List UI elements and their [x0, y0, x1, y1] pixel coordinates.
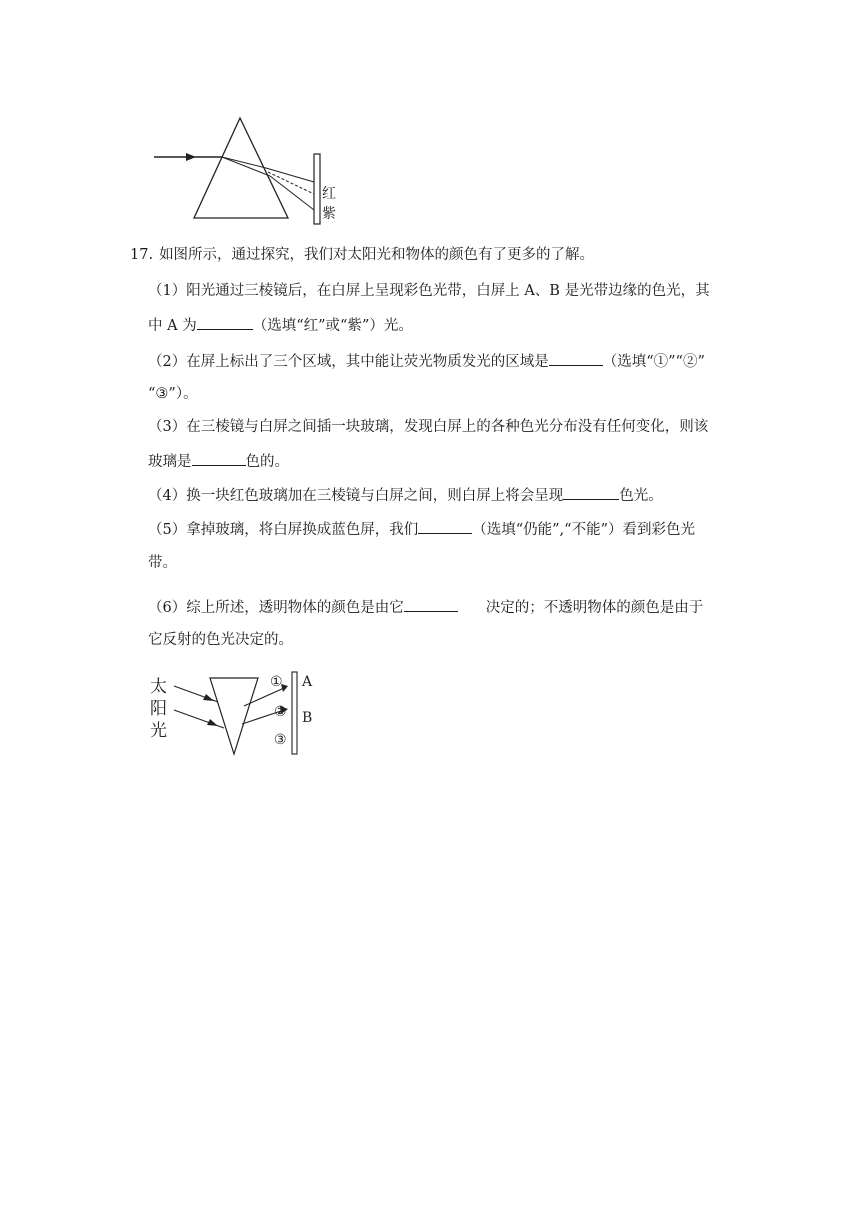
label-sun-3: 光 [150, 721, 167, 741]
question-number: 17. [130, 247, 154, 263]
part1-line1: （1）阳光通过三棱镜后，在白屏上呈现彩色光带，白屏上 A、B 是光带边缘的色光，其 [148, 283, 710, 299]
ray-arrow-lower [207, 719, 218, 726]
question-stem: 如图所示，通过探究，我们对太阳光和物体的颜色有了更多的了解。 [159, 247, 595, 263]
part2-line1 [148, 351, 705, 372]
ray-arrow-upper [203, 694, 214, 701]
answer-blank-3[interactable] [192, 451, 246, 466]
part3-line2-post: 色的。 [245, 454, 289, 470]
screen [314, 154, 320, 224]
part4-post: 色光。 [619, 488, 663, 504]
answer-blank-2[interactable] [549, 351, 603, 366]
region-2: ② [274, 704, 287, 720]
question-stem-line [130, 245, 594, 265]
part4-line [148, 485, 663, 506]
label-purple: 紫 [322, 206, 336, 222]
prism-figure-top [148, 112, 338, 230]
part6-line1-pre: （6）综上所述，透明物体的颜色是由它 [148, 600, 404, 616]
screen-bottom [292, 672, 297, 754]
answer-blank-6[interactable] [404, 597, 458, 612]
label-b: B [302, 710, 313, 726]
part2-line1-pre: （2）在屏上标出了三个区域，其中能让荧光物质发光的区域是 [148, 354, 549, 370]
part5-line1-post: （选填“仍能”,“不能”）看到彩色光 [472, 522, 695, 538]
part6-line1-post: 决定的；不透明物体的颜色是由于 [485, 600, 704, 616]
region-3: ③ [274, 732, 287, 748]
region-1: ① [270, 674, 283, 690]
answer-blank-1[interactable] [197, 315, 253, 330]
part6-line2: 它反射的色光决定的。 [148, 632, 293, 648]
part2-line2: “③”）。 [148, 386, 198, 402]
inverted-prism [210, 678, 258, 754]
prism-triangle [194, 118, 288, 218]
label-a: A [302, 674, 313, 690]
part1-line2-pre: 中 A 为 [148, 318, 197, 334]
part3-line2 [148, 451, 289, 472]
part2-line1-post: （选填“①”“②” [602, 354, 705, 370]
label-red: 红 [322, 186, 336, 202]
part3-line1: （3）在三棱镜与白屏之间插一块玻璃，发现白屏上的各种色光分布没有任何变化，则该 [148, 419, 709, 435]
part5-line2: 带。 [148, 555, 177, 571]
part3-line2-pre: 玻璃是 [148, 454, 192, 470]
part1-line2 [148, 315, 413, 336]
answer-blank-4[interactable] [563, 485, 619, 500]
prism-diagram-top [148, 112, 338, 230]
part1-line2-post: （选填“红”或“紫”）光。 [252, 318, 413, 334]
part4-pre: （4）换一块红色玻璃加在三棱镜与白屏之间，则白屏上将会呈现 [148, 488, 564, 504]
prism-diagram-bottom [148, 668, 328, 760]
part5-line1-pre: （5）拿掉玻璃，将白屏换成蓝色屏，我们 [148, 522, 419, 538]
answer-blank-5[interactable] [418, 519, 472, 534]
label-sun-1: 太 [150, 677, 167, 697]
ray-arrow [186, 153, 196, 161]
label-sun-2: 阳 [150, 699, 167, 719]
part5-line1 [148, 519, 695, 540]
prism-figure-bottom [148, 668, 328, 760]
part6-line1 [148, 597, 703, 618]
